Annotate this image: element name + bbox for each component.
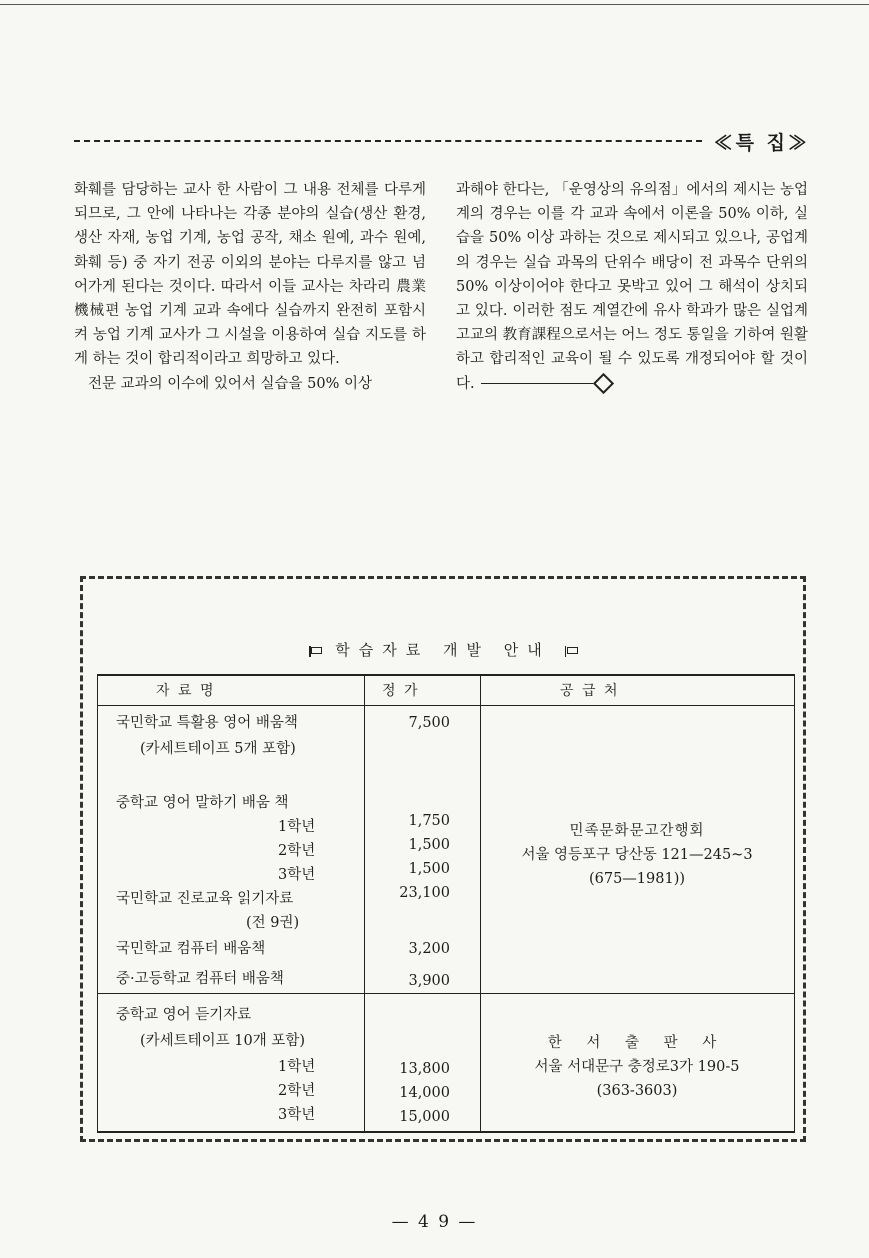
article-end-mark xyxy=(481,372,611,396)
end-line xyxy=(481,383,593,384)
group-divider xyxy=(98,993,794,994)
table-row-name: (카세트테이프 5개 포함) xyxy=(140,741,296,757)
table-row-name: 국민학교 컴퓨터 배움책 xyxy=(116,941,266,957)
section-tag: ≪특 집≫ xyxy=(713,132,810,154)
column-divider xyxy=(364,676,365,1131)
table-row-price: 23,100 xyxy=(399,885,450,901)
flag-icon xyxy=(309,646,321,657)
supplier-name: 민족문화문고간행회 xyxy=(569,823,705,839)
table-row-name: 3학년 xyxy=(278,867,316,883)
header-price: 정 가 xyxy=(382,683,420,699)
page-number: — 4 9 — xyxy=(391,1212,478,1232)
end-diamond-icon xyxy=(593,373,614,394)
table-row-name: 2학년 xyxy=(278,843,316,859)
notice-title-text: 학습자료 개발 안내 xyxy=(335,641,551,659)
flag-icon xyxy=(565,646,577,657)
right-paragraph-text: 과해야 한다는, 「운영상의 유의점」에서의 제시는 농업계의 경우는 이를 각 교과 속에서 이론을 50% 이하, 실습을 50% 이상 과하는 것으로 제시되고 있으나, 공업계의 경우는 실습 과목의 단위수 배당이 전 과목수 단위의 50% 이상이어야 한다고 못박고 있어 그 해석이 상치되고 있다. 이러한 점도 계열간에 유사 학과가 많은 실업계 고교의 教育課程으로서는 어느 정도 통일을 기하여 원활하고 합리적인 교육이 될 수 있도록 개정되어야 할 것이다. xyxy=(456,182,808,392)
left-column xyxy=(74,178,426,396)
table-row-price: 13,800 xyxy=(399,1061,450,1077)
header-name: 자 료 명 xyxy=(156,683,216,699)
table-row-name: 1학년 xyxy=(278,1059,316,1075)
table-row-price: 1,750 xyxy=(408,813,450,829)
notice-title xyxy=(83,639,803,660)
table-row-name: 3학년 xyxy=(278,1107,316,1123)
table-row-price: 1,500 xyxy=(408,861,450,877)
table-row-name: 중학교 영어 듣기자료 xyxy=(116,1007,252,1023)
notice-box xyxy=(80,576,806,1142)
table-row-price: 1,500 xyxy=(408,837,450,853)
table-row-price: 15,000 xyxy=(399,1109,450,1125)
top-border-rule xyxy=(0,4,869,5)
header-dashed-rule xyxy=(74,140,702,142)
supplier-phone: (675—1981)) xyxy=(588,871,686,887)
left-paragraph-2: 전문 교과의 이수에 있어서 실습을 50% 이상 xyxy=(88,375,372,392)
table-row-price: 7,500 xyxy=(408,715,450,731)
table-row-price: 3,200 xyxy=(408,941,450,957)
right-paragraph-1 xyxy=(456,178,808,396)
table-row-name: 중·고등학교 컴퓨터 배움책 xyxy=(116,971,284,987)
header-supplier: 공 급 처 xyxy=(560,683,620,699)
left-paragraph-1: 화훼를 담당하는 교사 한 사람이 그 내용 전체를 다루게 되므로, 그 안에 나타나는 각종 분야의 실습(생산 환경, 생산 자재, 농업 기계, 농업 공작, 채소 원예, 과수 원예, 화훼 등) 중 자기 전공 이외의 분야는 다루지를 않고 넘어가게 된다는 것이다. 따라서 이들 교사는 차라리 農業機械편 농업 기계 교과 속에다 실습까지 완전히 포함시켜 농업 기계 교사가 그 시설을 이용하여 실습 지도를 하게 하는 것이 합리적이라고 희망하고 있다. xyxy=(74,182,426,368)
materials-table xyxy=(97,674,795,1133)
table-row-name: 1학년 xyxy=(278,819,316,835)
supplier-address: 서울 영등포구 당산동 121—245~3 xyxy=(521,847,753,863)
supplier-address: 서울 서대문구 충정로3가 190-5 xyxy=(534,1059,740,1075)
table-row-name: 국민학교 특활용 영어 배움책 xyxy=(116,715,298,731)
table-row-price: 14,000 xyxy=(399,1085,450,1101)
table-row-name: (전 9권) xyxy=(246,915,300,931)
supplier-name: 한 서 출 판 사 xyxy=(547,1035,727,1051)
section-header xyxy=(74,128,810,152)
table-row-price: 3,900 xyxy=(408,973,450,989)
header-divider xyxy=(98,705,794,706)
table-row-name: (카세트테이프 10개 포함) xyxy=(140,1033,306,1049)
table-row-name: 국민학교 진로교육 읽기자료 xyxy=(116,891,294,907)
table-row-name: 2학년 xyxy=(278,1083,316,1099)
right-column xyxy=(456,178,808,396)
table-row-name: 중학교 영어 말하기 배움 책 xyxy=(116,795,289,811)
supplier-phone: (363-3603) xyxy=(596,1083,678,1099)
